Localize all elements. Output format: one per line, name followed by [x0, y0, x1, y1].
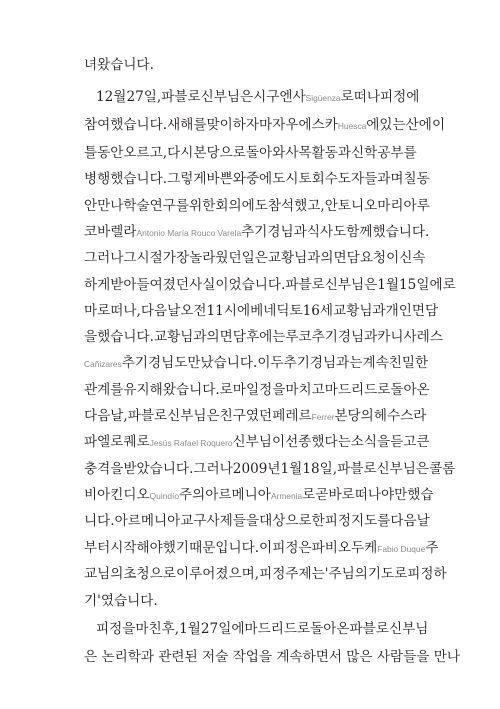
text-segment: 킨디오	[110, 487, 150, 503]
text-segment: 기'였습니다.	[84, 593, 158, 609]
text-segment: 받아들여졌던	[110, 277, 190, 293]
text-segment: 사목	[285, 145, 312, 161]
text-line	[84, 194, 430, 218]
text-segment: 그	[123, 250, 137, 266]
text-segment: 에	[366, 117, 380, 133]
foreign-name-gloss: Ferrer	[311, 412, 335, 422]
text-line	[84, 325, 443, 349]
text-segment: 곧바로	[315, 487, 355, 503]
text-segment: 2009년	[232, 461, 281, 477]
text-segment: 학술	[123, 198, 150, 214]
text-line	[84, 246, 426, 270]
text-line	[84, 483, 434, 507]
text-segment: 본당으로	[193, 145, 246, 161]
text-segment: 파블로	[161, 89, 201, 105]
text-segment: 신속	[399, 250, 426, 266]
text-segment: 로	[340, 89, 354, 105]
text-segment: 했기	[162, 540, 190, 556]
text-segment: 다음	[84, 408, 111, 424]
text-segment: 12월	[96, 89, 127, 105]
text-segment: 교구	[180, 513, 207, 529]
text-segment: 지도를	[351, 513, 391, 529]
text-line	[96, 617, 429, 641]
foreign-name-gloss: Armenia	[270, 491, 303, 501]
text-segment: 그러나	[193, 461, 233, 477]
text-segment: 본당의	[334, 408, 374, 424]
text-segment: 이	[431, 117, 446, 133]
text-segment: 수도자들과	[324, 171, 391, 187]
text-segment: 파블로	[349, 621, 389, 637]
text-segment: 로퀘로	[110, 434, 150, 450]
text-line	[84, 53, 154, 77]
text-segment: 개인	[385, 303, 412, 319]
text-segment: 1월	[377, 277, 400, 293]
text-segment: 코	[84, 224, 98, 240]
foreign-name-gloss: Fabio Duque	[377, 544, 426, 554]
text-segment: 16세	[302, 303, 334, 319]
text-segment: 비아	[84, 487, 111, 503]
text-segment: 시절	[136, 250, 163, 266]
text-segment: 피정	[324, 513, 351, 529]
text-line	[84, 457, 456, 481]
text-segment: 면담	[219, 329, 246, 345]
text-segment: 교황님과의	[154, 329, 220, 345]
text-segment: 시구엔사	[253, 89, 306, 105]
text-line	[84, 404, 427, 428]
text-segment: 친밀한	[388, 355, 429, 371]
text-segment: 후,	[161, 621, 180, 637]
text-segment: 하게	[84, 277, 111, 293]
text-line	[96, 85, 420, 109]
text-segment: 교황님과	[333, 303, 386, 319]
text-segment: 27일,	[126, 89, 162, 105]
text-segment: 병행했습니다.	[84, 171, 168, 187]
text-segment: 바렐라	[97, 224, 137, 240]
text-segment: 우에스카	[285, 117, 338, 133]
text-segment: 면담	[333, 250, 360, 266]
text-segment: 때문입니다.	[189, 540, 260, 556]
text-segment: 파블로	[337, 461, 377, 477]
text-segment: 받았습니다.	[123, 461, 194, 477]
text-segment: 파비오	[311, 540, 351, 556]
text-segment: 피정하	[407, 566, 447, 582]
text-segment: 친구였던	[219, 408, 273, 424]
text-line	[84, 378, 430, 402]
text-segment: 추기경님도	[121, 355, 188, 371]
text-segment: 오전	[180, 303, 207, 319]
text-segment: 만났습니다.	[187, 355, 258, 371]
text-segment: 피정을	[96, 621, 136, 637]
text-segment: 15일에	[399, 277, 443, 293]
text-segment: 27일에	[200, 621, 245, 637]
text-segment: 다음	[140, 303, 168, 319]
text-segment: 카니사레스	[377, 329, 443, 345]
text-line	[84, 589, 158, 613]
text-segment: 동	[416, 171, 430, 187]
text-segment: 피정에	[380, 89, 420, 105]
foreign-name-gloss: Jesús Rafael Roquero	[149, 438, 233, 448]
text-segment: 맞이하자마자	[206, 117, 286, 133]
text-segment: 함께했습니다.	[346, 224, 430, 240]
text-segment: 연구를	[149, 198, 190, 214]
text-segment: 한	[311, 513, 325, 529]
text-segment: 식사도	[306, 224, 347, 240]
text-segment: 공부를	[377, 145, 417, 161]
text-segment: 마치고	[285, 382, 325, 398]
text-segment: 했습니다.	[97, 329, 154, 345]
text-line	[84, 430, 430, 454]
text-segment: 은 논리학과 관련된 저술 작업을 계속하면서 많은 사람들을 만나	[84, 649, 460, 665]
text-segment: 놀라웠던	[189, 250, 242, 266]
text-segment: 마드리드로	[324, 382, 391, 398]
text-segment: 날,	[110, 408, 128, 424]
text-segment: 사실이었습니다.	[189, 277, 286, 293]
text-segment: 교황님과의	[267, 250, 334, 266]
text-segment: 소식을	[350, 434, 391, 450]
text-segment: 부터	[84, 540, 111, 556]
text-segment: 녀왔습니다.	[84, 57, 154, 73]
text-segment: 선종했다는	[285, 434, 351, 450]
text-segment: 일은	[241, 250, 268, 266]
text-line	[84, 141, 417, 165]
text-segment: 루코	[285, 329, 312, 345]
text-segment: 피정	[259, 566, 286, 582]
text-segment: 주	[425, 540, 439, 556]
text-segment: 1월	[280, 461, 303, 477]
text-segment: 콜롬	[429, 461, 456, 477]
text-segment: 회의에도	[215, 198, 268, 214]
text-segment: 이	[257, 355, 271, 371]
text-segment: 요청이	[359, 250, 400, 266]
text-segment: 일정을	[245, 382, 286, 398]
text-segment: 듣고	[390, 434, 417, 450]
text-segment: 면담	[411, 303, 439, 319]
text-segment: 대상으로	[259, 513, 312, 529]
text-segment: 떠나,	[110, 303, 141, 319]
text-segment: 초청으로	[123, 566, 176, 582]
text-segment: 돌아와	[245, 145, 286, 161]
text-segment: 안	[84, 198, 98, 214]
text-segment: 베네딕토	[250, 303, 303, 319]
text-segment: 11시에	[206, 303, 251, 319]
text-segment: 있는	[379, 117, 406, 133]
text-segment: 안토니오	[324, 198, 378, 214]
text-segment: 주제는	[285, 566, 325, 582]
foreign-name-gloss: Sigüenza	[305, 93, 341, 103]
text-segment: 왔습니다.	[162, 382, 220, 398]
text-segment: 파엘	[84, 434, 111, 450]
text-segment: 신부님이	[232, 434, 286, 450]
text-segment: 마리아	[377, 198, 417, 214]
text-segment: 주의	[179, 487, 206, 503]
text-segment: 이	[259, 540, 273, 556]
text-segment: 페레르	[272, 408, 312, 424]
text-segment: 마드리드로	[244, 621, 311, 637]
text-segment: 계속	[362, 355, 389, 371]
text-segment: 위한	[189, 198, 216, 214]
text-line	[84, 536, 439, 560]
text-segment: 다시	[167, 145, 194, 161]
text-segment: 신부님은	[200, 89, 254, 105]
text-segment: 시토회	[285, 171, 325, 187]
text-segment: 1월	[179, 621, 201, 637]
text-segment: '주님의	[324, 566, 368, 582]
text-segment: 파블로	[285, 277, 325, 293]
text-segment: 떠나	[353, 89, 381, 105]
text-segment: 아르메니아	[114, 513, 181, 529]
text-segment: 로	[302, 487, 316, 503]
foreign-name-gloss: Cañizares	[84, 359, 122, 369]
text-line	[84, 509, 430, 533]
text-segment: 오르고,	[123, 145, 168, 161]
text-segment: 관계를	[84, 382, 124, 398]
text-segment: 신부님	[388, 621, 429, 637]
text-segment: 로마	[219, 382, 246, 398]
text-segment: 가장	[162, 250, 190, 266]
text-segment: 바쁜	[206, 171, 233, 187]
text-line	[84, 220, 430, 244]
text-segment: 틀	[84, 145, 98, 161]
text-segment: 돌아온	[390, 382, 430, 398]
text-segment: 신부님은	[376, 461, 430, 477]
text-segment: 신부님은	[324, 277, 378, 293]
text-segment: 라	[413, 408, 427, 424]
text-segment: 마로	[84, 303, 111, 319]
text-segment: 신학	[351, 145, 378, 161]
text-segment: 사제들을	[206, 513, 260, 529]
text-segment: 아르메니아	[205, 487, 271, 503]
text-segment: 루	[416, 198, 430, 214]
text-segment: 그러나	[84, 250, 124, 266]
text-segment: 18일,	[302, 461, 338, 477]
text-segment: 로	[442, 277, 456, 293]
foreign-name-gloss: Quindío	[149, 491, 180, 501]
text-line	[84, 299, 439, 323]
foreign-name-gloss: Huesca	[337, 121, 367, 131]
text-segment: 며칠	[390, 171, 417, 187]
text-segment: 유지해	[123, 382, 163, 398]
text-line	[84, 645, 460, 669]
text-segment: 추기경님과	[311, 329, 378, 345]
text-segment: 마친	[135, 621, 162, 637]
text-segment: 피정은	[272, 540, 312, 556]
text-segment: 니다.	[84, 513, 115, 529]
text-segment: 만나	[97, 198, 124, 214]
text-segment: 산에	[405, 117, 432, 133]
text-segment: 참여했습니다.	[84, 117, 168, 133]
text-segment: 이루어졌으며,	[175, 566, 260, 582]
text-segment: 충격을	[84, 461, 124, 477]
text-segment: 동안	[97, 145, 124, 161]
text-segment: 했습	[407, 487, 434, 503]
text-segment: 후에는	[245, 329, 286, 345]
text-segment: 와중에도	[232, 171, 286, 187]
text-line	[84, 167, 430, 191]
text-segment: 두	[270, 355, 284, 371]
text-segment: 헤수스	[373, 408, 414, 424]
text-segment: 파블로	[127, 408, 168, 424]
text-segment: 시작해야	[110, 540, 163, 556]
text-segment: 추기경님과	[241, 224, 307, 240]
text-segment: 날	[416, 513, 430, 529]
text-segment: 다음	[390, 513, 417, 529]
text-segment: 활동과	[311, 145, 351, 161]
text-segment: 돌아온	[310, 621, 350, 637]
text-line	[84, 351, 429, 375]
text-segment: 참석했고,	[267, 198, 325, 214]
text-segment: 을	[84, 329, 98, 345]
text-segment: 신부님은	[167, 408, 220, 424]
text-segment: 그렇게	[167, 171, 207, 187]
foreign-name-gloss: Antonio María Rouco Varela	[136, 228, 242, 238]
text-segment: 새해를	[167, 117, 207, 133]
text-segment: 추기경님과는	[283, 355, 363, 371]
text-segment: 날	[167, 303, 181, 319]
text-segment: 두케	[351, 540, 378, 556]
text-line	[84, 113, 446, 137]
text-segment: 떠나야만	[354, 487, 408, 503]
text-segment: 큰	[416, 434, 430, 450]
text-line	[84, 273, 456, 297]
text-segment: 기도로	[367, 566, 408, 582]
text-segment: 교님의	[84, 566, 124, 582]
text-line	[84, 562, 447, 586]
